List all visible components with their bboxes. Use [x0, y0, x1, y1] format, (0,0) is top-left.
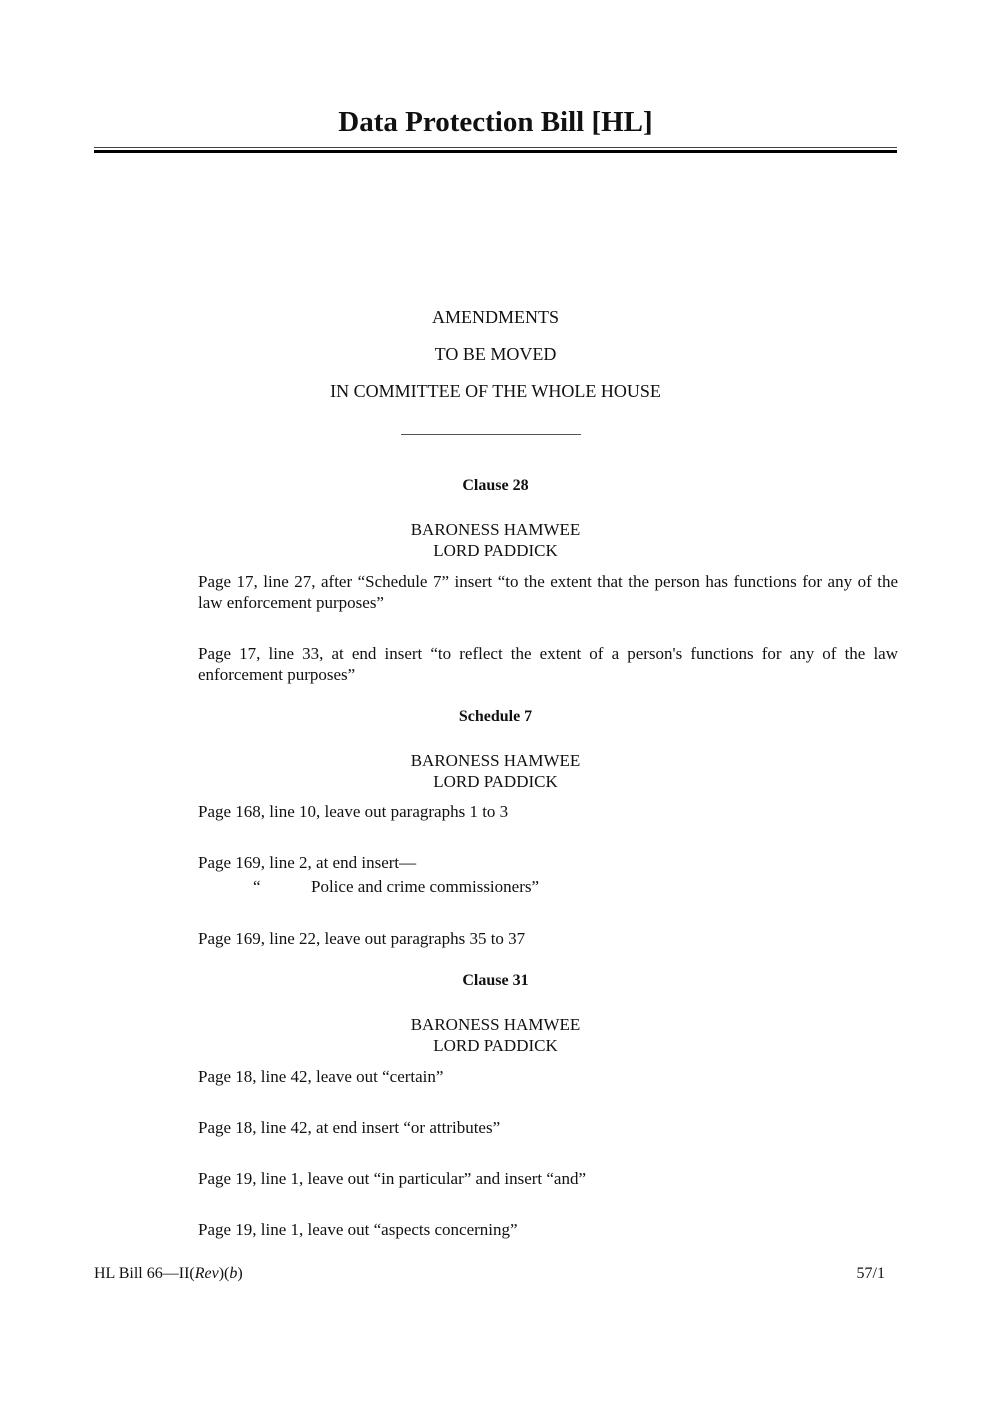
- amendment-text: Page 168, line 10, leave out paragraphs 1 to 3: [198, 802, 509, 821]
- mover-name: LORD PADDICK: [433, 1036, 558, 1055]
- document-title: Data Protection Bill [HL]: [338, 106, 653, 138]
- footer-bill-reference: [94, 1265, 243, 1283]
- bill-ref-rev: Rev: [194, 1265, 219, 1282]
- movers-clause-31: [0, 1014, 991, 1056]
- amendment-text: Page 18, line 42, leave out “certain”: [198, 1067, 444, 1086]
- section-heading-schedule-7: Schedule 7: [458, 708, 533, 725]
- bill-ref-suffix: ): [237, 1265, 243, 1282]
- title-rule-thin: [94, 147, 897, 148]
- section-heading-clause-31: Clause 31: [462, 972, 529, 989]
- movers-schedule-7: [0, 750, 991, 792]
- bill-ref-mid: )(: [218, 1265, 230, 1282]
- header-line-committee: IN COMMITTEE OF THE WHOLE HOUSE: [330, 381, 661, 401]
- header-separator: [401, 434, 581, 435]
- bill-ref-b: b: [229, 1265, 238, 1282]
- amendment-text: Page 19, line 1, leave out “in particular” and insert “and”: [198, 1169, 587, 1188]
- mover-name: LORD PADDICK: [433, 772, 558, 791]
- mover-name: BARONESS HAMWEE: [410, 751, 581, 770]
- header-line-to-be-moved: TO BE MOVED: [434, 344, 557, 364]
- title-rule-thick: [94, 150, 897, 153]
- amendment-text: Page 17, line 33, at end insert “to reflect the extent of a person's functions for any of the law enforcement purposes”: [198, 644, 898, 684]
- amendment-text: Page 18, line 42, at end insert “or attributes”: [198, 1118, 501, 1137]
- inserted-quote-text: Police and crime commissioners”: [311, 877, 540, 896]
- mover-name: LORD PADDICK: [433, 541, 558, 560]
- amendment-text: Page 17, line 27, after “Schedule 7” insert “to the extent that the person has functions for any of the law enforcement purposes”: [198, 572, 898, 612]
- section-heading-clause-28: Clause 28: [462, 477, 529, 494]
- bill-ref-prefix: HL Bill 66—II(: [94, 1265, 195, 1282]
- amendment-text: Page 19, line 1, leave out “aspects concerning”: [198, 1220, 518, 1239]
- amendment-text: Page 169, line 22, leave out paragraphs 35 to 37: [198, 929, 526, 948]
- quote-open-mark: “: [253, 877, 261, 896]
- movers-clause-28: [0, 519, 991, 561]
- footer-page-reference: 57/1: [856, 1265, 885, 1282]
- mover-name: BARONESS HAMWEE: [410, 1015, 581, 1034]
- amendment-text: Page 169, line 2, at end insert—: [198, 853, 417, 872]
- header-line-amendments: AMENDMENTS: [431, 307, 559, 327]
- mover-name: BARONESS HAMWEE: [410, 520, 581, 539]
